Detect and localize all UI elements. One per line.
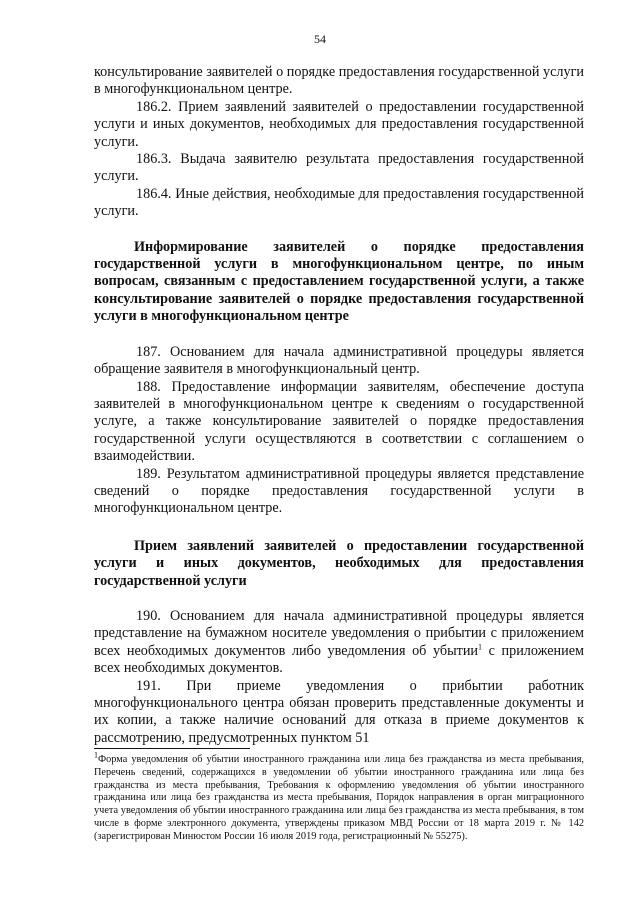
paragraph-186-1-continued: консультирование заявителей о порядке предоставления государственной услуги в многофункциональном центре. xyxy=(94,64,584,98)
paragraph-189: 189. Результатом административной процедуры является представление сведений о порядке предоставления государственной услуги в многофункциональном центре. xyxy=(94,465,584,517)
section-heading-reception: Прием заявлений заявителей о предоставлении государственной услуги и иных документов, необходимых для предоставления государственной услуги xyxy=(94,537,584,589)
paragraph-190: 190. Основанием для начала административной процедуры является представление на бумажном носителе уведомления о прибытии с приложением всех необходимых документов либо уведомления об убытии$^1$ с приложением всех необходимых документов. xyxy=(94,607,584,677)
paragraph-186-4: 186.4. Иные действия, необходимые для предоставления государственной услуги. xyxy=(94,185,584,220)
footnote-reference: 1 xyxy=(478,642,483,652)
section-heading-informing: Информирование заявителей о порядке предоставления государственной услуги в многофункциональном центре, по иным вопросам, связанным с предоставлением государственной услуги, а также консультирование заявителей о порядке предоставления государственной услуги в многофункциональном центре xyxy=(94,238,584,325)
footnote-text: Форма уведомления об убытии иностранного гражданина или лица без гражданства из места пребывания, Перечень сведений, содержащихся в уведомлении об убытии иностранного гражданина или лица без гражданства из места пребывания, Требования к оформлению уведомления об убытии иностранного гражданина или лица без гражданства из места пребывания, Порядок направления в орган миграционного учета уведомления об убытии иностранного гражданина или лица без гражданства из места пребывания, в том числе в форме электронного документа, утверждены приказом МВД России от 18 марта 2019 г. № 142 (зарегистрирован Минюстом России 16 июля 2019 года, регистрационный № 55275). xyxy=(94,754,584,842)
paragraph-186-3: 186.3. Выдача заявителю результата предоставления государственной услуги. xyxy=(94,151,584,185)
page-number: 54 xyxy=(314,32,326,46)
paragraph-188: 188. Предоставление информации заявителям, обеспечение доступа заявителей в многофункциональном центре к сведениям о государственной услуге, а также консультирование заявителей о порядке предоставления государственной услуги осуществляются в соответствии с соглашением о взаимодействии. xyxy=(94,378,584,465)
footnote-mark: 1 xyxy=(94,750,98,760)
paragraph-186-2: 186.2. Прием заявлений заявителей о предоставлении государственной услуги и иных документов, необходимых для предоставления государственной услуги. xyxy=(94,98,584,150)
paragraph-191: 191. При приеме уведомления о прибытии работник многофункционального центра обязан проверить представленные документы и их копии, а также наличие оснований для отказа в приеме документов к рассмотрению, предусмотренных пунктом 51 xyxy=(94,677,584,746)
footnote xyxy=(94,750,584,844)
footnote-separator xyxy=(94,748,250,749)
paragraph-187: 187. Основанием для начала административной процедуры является обращение заявителя в многофункциональный центр. xyxy=(94,343,584,378)
document-body xyxy=(94,64,584,747)
